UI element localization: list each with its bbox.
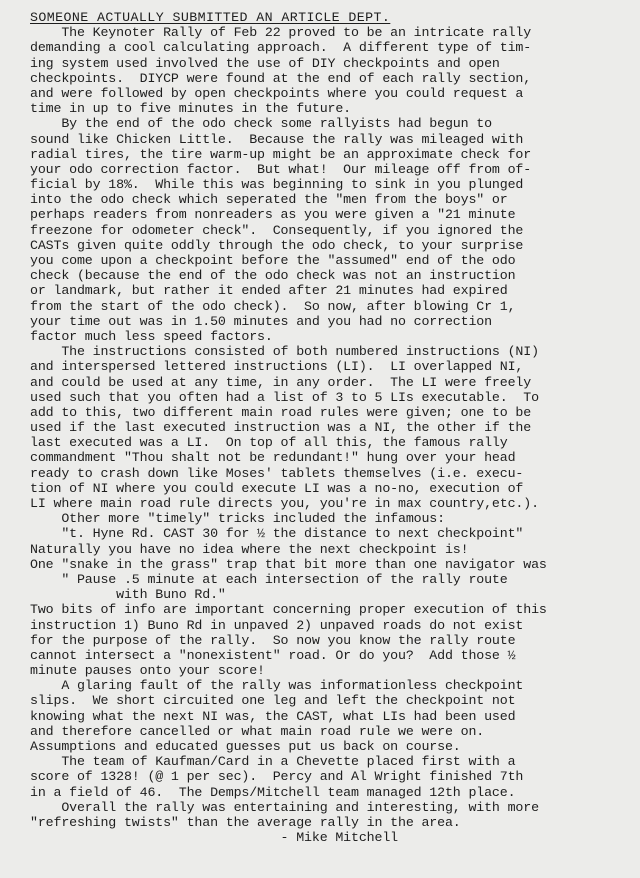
body-line: commandment "Thou shalt not be redundant!" hung over your head xyxy=(30,450,516,466)
body-line: LI where main road rule directs you, you're in max country,etc.). xyxy=(30,496,539,511)
body-line: Overall the rally was entertaining and interesting, with more xyxy=(30,799,539,815)
body-line: from the start of the odo check). So now, after blowing Cr 1, xyxy=(30,298,516,314)
body-line: you come upon a checkpoint before the "assumed" end of the odo xyxy=(30,253,516,268)
body-line: freezone for odometer check". Consequently, if you ignored the xyxy=(30,222,524,238)
body-line: used such that you often had a list of 3 to 5 LIs executable. To xyxy=(30,389,539,405)
body-line: Other more "timely" tricks included the infamous: xyxy=(30,511,445,527)
body-line: checkpoints. DIYCP were found at the end of each rally section, xyxy=(30,70,532,86)
body-line: " Pause .5 minute at each intersection of the rally route xyxy=(30,571,508,587)
body-line: minute pauses onto your score! xyxy=(30,663,265,679)
body-line: instruction 1) Buno Rd in unpaved 2) unpaved roads do not exist xyxy=(30,617,524,633)
body-line: check (because the end of the odo check was not an instruction xyxy=(30,268,516,284)
body-line: The instructions consisted of both numbered instructions (NI) xyxy=(30,344,539,360)
body-line: radial tires, the tire warm-up might be an approximate check for xyxy=(30,146,532,162)
body-line: time in up to five minutes in the future. xyxy=(30,101,352,117)
body-line: and therefore cancelled or what main road rule we were on. xyxy=(30,723,485,739)
body-line: "refreshing twists" than the average rally in the area. xyxy=(30,814,461,830)
body-line: tion of NI where you could execute LI was a no-no, execution of xyxy=(30,480,524,496)
body-line: A glaring fault of the rally was informationless checkpoint xyxy=(30,678,524,694)
body-line: ing system used involved the use of DIY checkpoints and open xyxy=(30,55,500,71)
body-line: ficial by 18%. While this was beginning to sink in you plunged xyxy=(30,177,524,193)
body-line: Assumptions and educated guesses put us back on course. xyxy=(30,739,461,754)
body-line: "t. Hyne Rd. CAST 30 for ½ the distance to next checkpoint" xyxy=(30,526,524,542)
body-line: ready to crash down like Moses' tablets themselves (i.e. execu- xyxy=(30,465,524,481)
body-line: and interspersed lettered instructions (LI). LI overlapped NI, xyxy=(30,359,524,375)
body-line: The team of Kaufman/Card in a Chevette placed first with a xyxy=(30,754,516,770)
article-column xyxy=(30,10,620,845)
body-line: and were followed by open checkpoints where you could request a xyxy=(30,85,524,101)
body-line: knowing what the next NI was, the CAST, what LIs had been used xyxy=(30,708,516,724)
body-line: Naturally you have no idea where the next checkpoint is! xyxy=(30,541,469,557)
body-line: Two bits of info are important concerning proper execution of this xyxy=(30,602,547,618)
body-line: score of 1328! (@ 1 per sec). Percy and Al Wright finished 7th xyxy=(30,769,524,785)
body-line: add to this, two different main road rules were given; one to be xyxy=(30,404,532,420)
body-line: sound like Chicken Little. Because the rally was mileaged with xyxy=(30,131,524,147)
body-line: used if the last executed instruction was a NI, the other if the xyxy=(30,420,532,436)
body-line: and could be used at any time, in any order. The LI were freely xyxy=(30,374,532,390)
body-line: CASTs given quite oddly through the odo check, to your surprise xyxy=(30,237,524,253)
author-signature: - Mike Mitchell xyxy=(30,830,398,846)
body-line: factor much less speed factors. xyxy=(30,328,273,344)
body-line: The Keynoter Rally of Feb 22 proved to be an intricate rally xyxy=(30,25,532,41)
body-line: demanding a cool calculating approach. A different type of tim- xyxy=(30,40,532,56)
body-line: in a field of 46. The Demps/Mitchell team managed 12th place. xyxy=(30,784,516,800)
article-title: SOMEONE ACTUALLY SUBMITTED AN ARTICLE DEPT. xyxy=(30,10,391,25)
body-line: perhaps readers from nonreaders as you were given a "21 minute xyxy=(30,207,516,223)
body-line: or landmark, but rather it ended after 21 minutes had expired xyxy=(30,283,508,299)
body-line: slips. We short circuited one leg and left the checkpoint not xyxy=(30,693,516,709)
body-line: By the end of the odo check some rallyists had begun to xyxy=(30,116,492,132)
body-line: One "snake in the grass" trap that bit more than one navigator was xyxy=(30,556,547,572)
body-line: with Buno Rd." xyxy=(30,587,226,603)
body-line: your time out was in 1.50 minutes and you had no correction xyxy=(30,313,492,329)
body-line: cannot intersect a "nonexistent" road. Or do you? Add those ½ xyxy=(30,647,516,663)
body-line: into the odo check which seperated the "men from the boys" or xyxy=(30,192,508,208)
body-line: your odo correction factor. But what! Our mileage off from of- xyxy=(30,161,532,177)
body-line: last executed was a LI. On top of all this, the famous rally xyxy=(30,435,508,451)
body-line: for the purpose of the rally. So now you know the rally route xyxy=(30,632,516,648)
article-body xyxy=(30,25,620,830)
